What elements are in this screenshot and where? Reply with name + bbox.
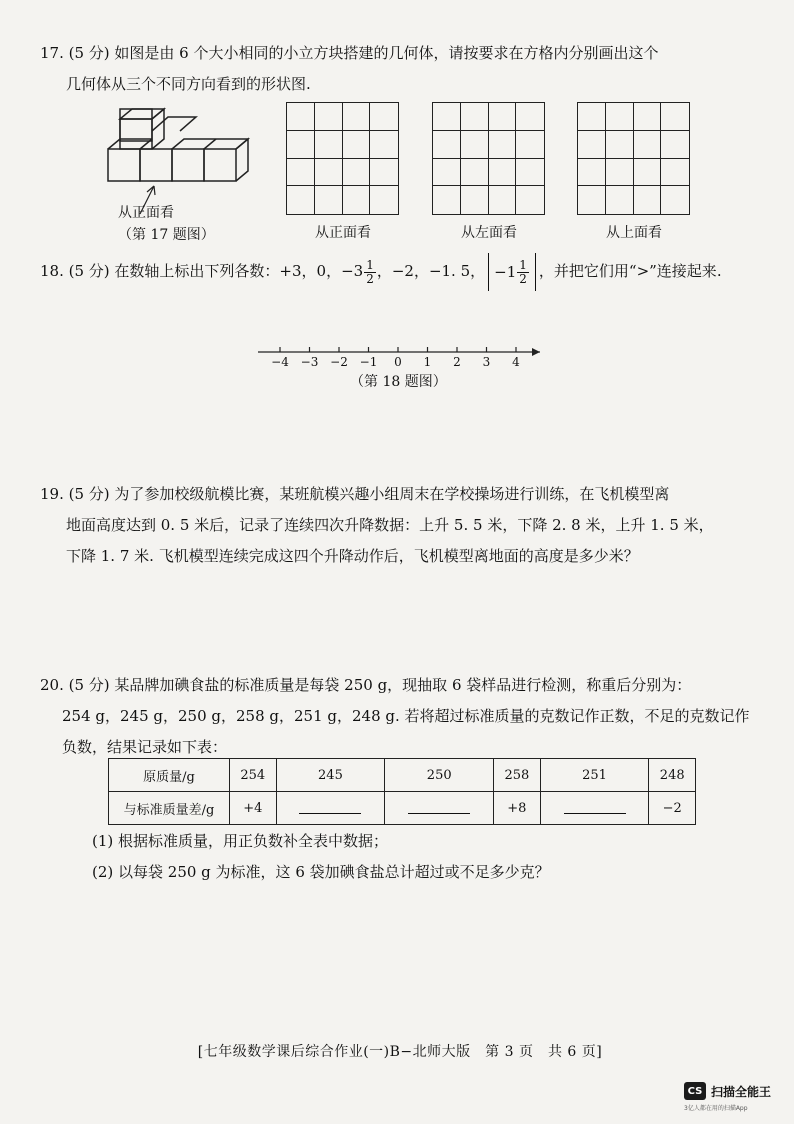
scanner-watermark	[684, 1082, 790, 1112]
number-line-tick-label: 4	[512, 355, 520, 369]
table-cell: 250	[385, 759, 494, 792]
table-row	[109, 759, 696, 792]
number-line-tick-label: −2	[330, 355, 348, 369]
label-front-view: 从正面看	[315, 225, 371, 241]
scanner-tagline: 3亿人都在用的扫描App	[684, 1105, 748, 1112]
q18-middle: ，−2，−1. 5，	[376, 262, 486, 280]
table-cell: 251	[540, 759, 649, 792]
question-18	[40, 251, 780, 291]
q19-line-1: 19. (5 分) 为了参加校级航模比赛，某班航模兴趣小组周末在学校操场进行训练，在飞机模型离	[40, 485, 670, 503]
grid-front-view[interactable]	[286, 102, 399, 215]
answer-blank[interactable]	[299, 799, 361, 814]
q20-line-2: 254 g，245 g，250 g，258 g，251 g，248 g. 若将超过标准质量的克数记作正数，不足的克数记作	[62, 707, 750, 725]
q20-line-1: 20. (5 分) 某品牌加碘食盐的标准质量是每袋 250 g，现抽取 6 袋样品进行检测，称重后分别为：	[40, 676, 692, 694]
fraction-half	[364, 259, 376, 286]
question-20	[40, 670, 780, 763]
number-line-tick-label: 3	[482, 355, 491, 369]
question-19	[40, 479, 780, 572]
label-left-view: 从左面看	[461, 225, 517, 241]
q18-suffix: ，并把它们用“>”连接起来.	[538, 262, 722, 280]
abs-fraction-numerator: 1	[519, 257, 527, 272]
number-line-tick-label: −1	[359, 355, 378, 369]
abs-fraction	[517, 259, 529, 286]
number-line-tick-label: 1	[423, 355, 432, 369]
q19-line-3: 下降 1. 7 米. 飞机模型连续完成这四个升降动作后，飞机模型离地面的高度是多少米？	[66, 547, 639, 565]
q18-prefix: 18. (5 分) 在数轴上标出下列各数：+3，0，−3	[40, 262, 364, 280]
table-cell: −2	[649, 792, 696, 825]
question-17	[40, 38, 780, 100]
bleed-through	[430, 300, 770, 315]
number-line-arrow	[532, 348, 540, 356]
absolute-value	[488, 253, 536, 291]
grid-left-view[interactable]	[432, 102, 545, 215]
table-cell-blank[interactable]	[276, 792, 385, 825]
table-cell: 245	[276, 759, 385, 792]
table-cell: +8	[494, 792, 541, 825]
table-cell: +4	[230, 792, 277, 825]
scanner-logo-icon: CS	[684, 1082, 706, 1100]
q17-line-1: 17. (5 分) 如图是由 6 个大小相同的小立方块搭建的几何体，请按要求在方格内分别画出这个	[40, 44, 659, 62]
q20-sub-2: (2) 以每袋 250 g 为标准，这 6 袋加碘食盐总计超过或不足多少克？	[92, 863, 550, 881]
q20-sub-1: (1) 根据标准质量，用正负数补全表中数据；	[92, 832, 389, 850]
q19-line-2: 地面高度达到 0. 5 米后，记录了连续四次升降数据：上升 5. 5 米，下降 2. 8 米，上升 1. 5 米，	[66, 516, 714, 534]
q18-figure-caption: （第 18 题图）	[350, 374, 447, 390]
table-header-mass: 原质量/g	[109, 759, 230, 792]
abs-inner: −1	[494, 263, 517, 281]
arrow-label: 从正面看	[118, 205, 174, 221]
number-line-tick-label: 2	[453, 355, 461, 369]
abs-fraction-denominator: 2	[519, 271, 527, 286]
fraction-numerator: 1	[366, 257, 374, 272]
table-cell: 254	[230, 759, 277, 792]
q17-figure-caption: （第 17 题图）	[118, 227, 215, 243]
answer-blank[interactable]	[408, 799, 470, 814]
table-cell-blank[interactable]	[540, 792, 649, 825]
table-cell-blank[interactable]	[385, 792, 494, 825]
grid-top-view[interactable]	[577, 102, 690, 215]
scanner-app-name: 扫描全能王	[711, 1084, 772, 1099]
table-cell: 258	[494, 759, 541, 792]
number-line[interactable]	[256, 340, 546, 370]
number-line-tick-label: −4	[271, 355, 289, 369]
answer-blank[interactable]	[564, 799, 626, 814]
fraction-denominator: 2	[366, 271, 374, 286]
table-row	[109, 792, 696, 825]
mass-table	[108, 758, 696, 825]
number-line-tick-label: −3	[300, 355, 319, 369]
table-cell: 248	[649, 759, 696, 792]
table-header-diff: 与标准质量差/g	[109, 792, 230, 825]
number-line-tick-label: 0	[394, 355, 402, 369]
q17-line-2: 几何体从三个不同方向看到的形状图.	[66, 75, 311, 93]
page-footer: [七年级数学课后综合作业(一)B−北师大版 第 3 页 共 6 页]	[197, 1044, 603, 1060]
q20-line-3: 负数，结果记录如下表：	[62, 738, 228, 756]
q20-subquestions	[92, 826, 772, 888]
label-top-view: 从上面看	[606, 225, 662, 241]
